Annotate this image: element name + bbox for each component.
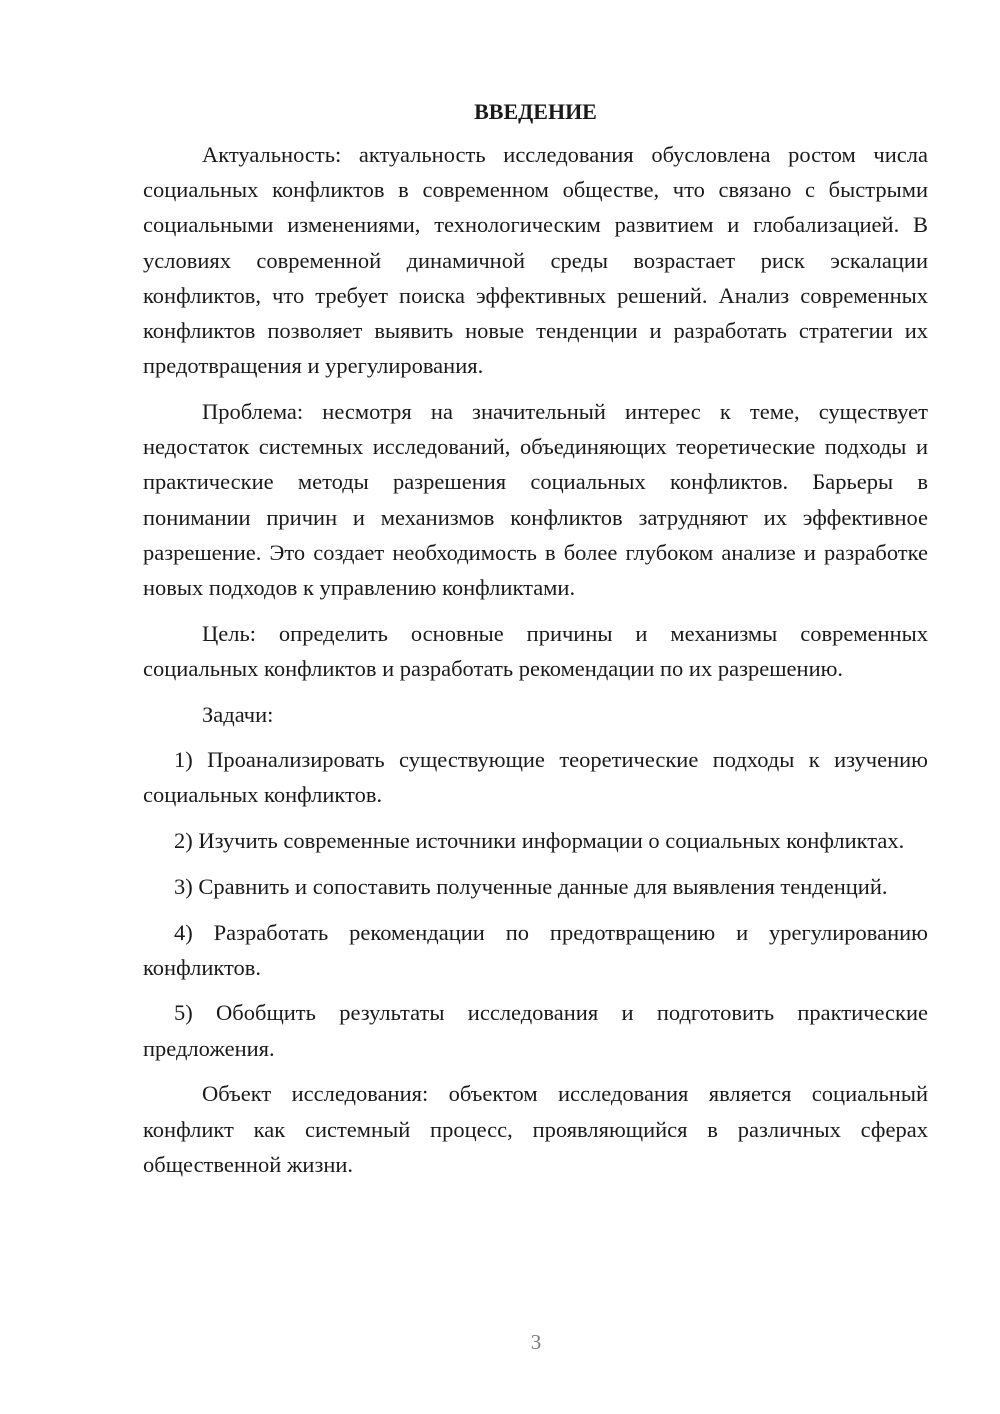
section-heading: ВВЕДЕНИЕ xyxy=(474,99,597,124)
task-item-2: 2) Изучить современные источники информации о социальных конфликтах. xyxy=(174,828,905,854)
task-item-1: 1) Проанализировать существующие теоретические подходы к изучению социальных конфликтов. xyxy=(143,747,928,808)
paragraph-object: Объект исследования: объектом исследования является социальный конфликт как системный процесс, проявляющийся в различных сферах общественной жизни. xyxy=(143,1081,928,1177)
task-item-5: 5) Обобщить результаты исследования и подготовить практические предложения. xyxy=(143,1000,928,1061)
page-content xyxy=(143,96,928,1182)
paragraph-relevance: Актуальность: актуальность исследования обусловлена ростом числа социальных конфликтов в современном обществе, что связано с быстрыми социальными изменениями, технологическим развитием и глобализацией. В условиях современной динамичной среды возрастает риск эскалации конфликтов, что требует поиска эффективных решений. Анализ современных конфликтов позволяет выявить новые тенденции и разработать стратегии их предотвращения и урегулирования. xyxy=(143,142,928,379)
paragraph-problem: Проблема: несмотря на значительный интерес к теме, существует недостаток системных исследований, объединяющих теоретические подходы и практические методы разрешения социальных конфликтов. Барьеры в понимании причин и механизмов конфликтов затрудняют их эффективное разрешение. Это создает необходимость в более глубоком анализе и разработке новых подходов к управлению конфликтами. xyxy=(143,398,928,600)
task-item-4: 4) Разработать рекомендации по предотвращению и урегулированию конфликтов. xyxy=(143,919,928,980)
paragraph-goal: Цель: определить основные причины и механизмы современных социальных конфликтов и разработать рекомендации по их разрешению. xyxy=(143,620,928,681)
task-item-3: 3) Сравнить и сопоставить полученные данные для выявления тенденций. xyxy=(174,873,888,899)
page-number: 3 xyxy=(530,1330,542,1354)
tasks-label: Задачи: xyxy=(202,701,274,727)
